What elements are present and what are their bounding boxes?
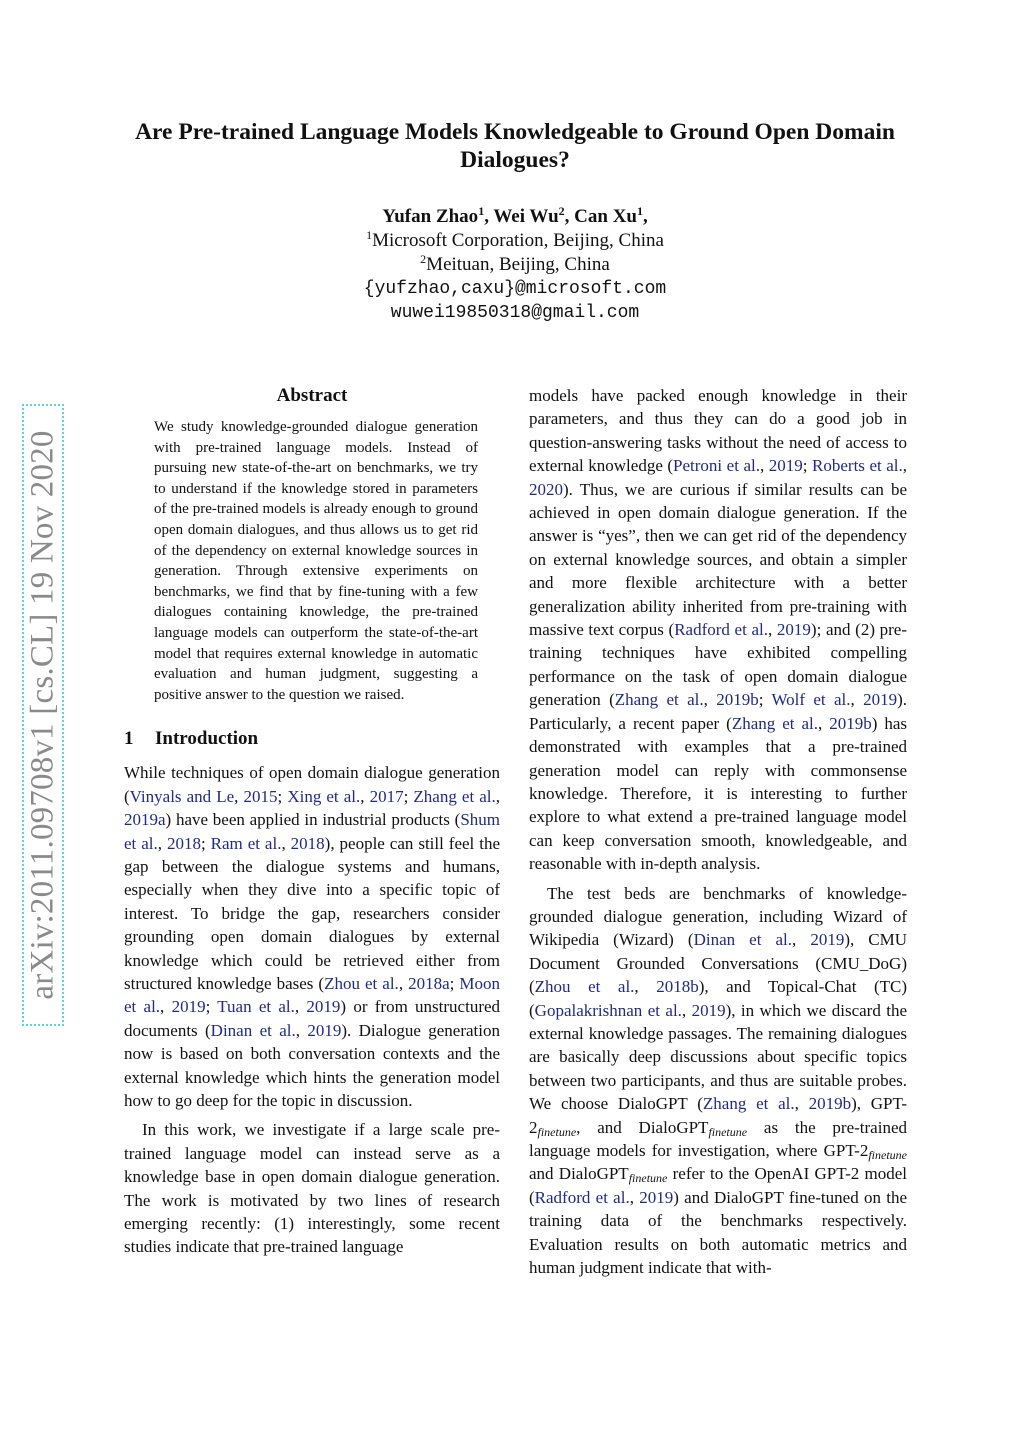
right-body-text: [529, 384, 907, 1279]
body-text-run: ), GPT-2: [529, 1094, 907, 1137]
abstract-heading: Abstract: [276, 385, 348, 406]
citation-link[interactable]: 2019: [171, 997, 206, 1017]
left-column: [124, 384, 500, 1259]
affiliation-line: [120, 229, 910, 253]
body-text-run: ,: [681, 1000, 692, 1020]
body-text-run: ,: [294, 997, 307, 1017]
citation-link[interactable]: 2019b: [716, 690, 759, 710]
body-text-run: models have packed enough knowledge in their parameters, and thus they can do a good job in question-answering tasks without the need of access to external knowledge (: [529, 386, 907, 476]
affiliation-mark: 1: [478, 204, 485, 218]
citation-link[interactable]: Dinan et al.: [693, 930, 792, 950]
body-text-run: ;: [403, 786, 414, 806]
citation-link[interactable]: Wolf et al.: [771, 690, 851, 710]
body-text-run: refer to the OpenAI GPT-2 model (: [529, 1164, 907, 1207]
body-text-run: ) have been applied in industrial products (: [165, 810, 461, 830]
body-text-run: ,: [281, 833, 291, 853]
paper-title: Are Pre-trained Language Models Knowledgeable to Ground Open Domain Dialogues?: [135, 119, 895, 173]
body-text-run: In this work, we investigate if a large scale pre-trained language model can instead serve as a knowledge base in open domain dialogue generation. The work is motivated by two lines of research emerging recently: (1) interestingly, some recent studies indicate that pre-trained language: [124, 1120, 500, 1257]
body-text-run: ,: [792, 930, 811, 950]
citation-link[interactable]: 2019: [863, 690, 898, 710]
citation-link[interactable]: 2019: [776, 620, 811, 640]
body-paragraph: [124, 761, 500, 1112]
body-text-run: ,: [794, 1094, 809, 1114]
citation-link[interactable]: 2019: [639, 1187, 674, 1207]
citation-link[interactable]: Shum et al.: [124, 810, 500, 853]
body-text-run: ;: [205, 997, 218, 1017]
citation-link[interactable]: Radford et al.: [674, 620, 769, 640]
citation-link[interactable]: Zhou et al.: [324, 973, 399, 993]
citation-link[interactable]: 2018: [290, 833, 325, 853]
author-name: Wei Wu: [493, 206, 559, 227]
body-text-run: ,: [634, 977, 657, 997]
email-line: wuwei19850318@gmail.com: [390, 303, 640, 323]
body-text-run: ,: [234, 786, 244, 806]
citation-link[interactable]: 2017: [369, 786, 404, 806]
body-text-run: ;: [802, 456, 813, 476]
body-text-run: ,: [850, 690, 864, 710]
citation-link[interactable]: 2018b: [656, 977, 699, 997]
body-text-run: While techniques of open domain dialogue generation (: [124, 763, 500, 806]
affiliation-mark: 2: [420, 252, 427, 266]
affiliation-line: [120, 253, 910, 277]
affiliation-mark: 1: [636, 204, 643, 218]
affiliation-mark: 2: [558, 204, 565, 218]
citation-link[interactable]: 2019b: [829, 713, 872, 733]
body-text-run: ), CMU Document Grounded Conversations (CMU_DoG) (: [529, 930, 908, 997]
body-text-run: ,: [495, 786, 501, 806]
citation-link[interactable]: Ram et al.: [210, 833, 282, 853]
body-paragraph: [529, 882, 907, 1280]
affiliation-text: Meituan, Beijing, China: [426, 254, 610, 275]
citation-link[interactable]: Radford et al.: [534, 1187, 630, 1207]
citation-link[interactable]: 2019b: [808, 1094, 852, 1114]
body-text-run: ), in which we discard the external knowledge passages. The remaining dialogues are basically deep discussions about specific topics between two participants, and thus are suitable probes. We choose DialoGPT (: [529, 1000, 907, 1114]
body-text-run: ,: [160, 997, 172, 1017]
citation-link[interactable]: Zhang et al.: [614, 690, 704, 710]
arxiv-identifier-stamp: [22, 404, 64, 1026]
author-block: [120, 205, 910, 325]
body-text-run: ;: [449, 973, 460, 993]
citation-link[interactable]: 2019: [691, 1000, 726, 1020]
citation-link[interactable]: 2015: [243, 786, 278, 806]
citation-link[interactable]: Moon et al.: [124, 973, 500, 1017]
body-text-run: The test beds are benchmarks of knowledge-grounded dialogue generation, including Wizard of Wikipedia (Wizard) (: [529, 883, 907, 950]
body-text-run: ,: [818, 713, 830, 733]
affiliation-text: Microsoft Corporation, Beijing, China: [372, 230, 664, 251]
citation-link[interactable]: Gopalakrishnan et al.: [534, 1000, 682, 1020]
subscript: finetune: [868, 1148, 907, 1162]
body-text-run: ). Dialogue generation now is based on both conversation contexts and the external knowledge which hints the generation model how to go deep for the topic in discussion.: [124, 1020, 500, 1110]
body-text-run: ,: [398, 973, 409, 993]
body-text-run: as the pre-trained language models for investigation, where GPT-2: [529, 1117, 907, 1160]
body-text-run: ); and (2) pre-training techniques have exhibited compelling performance on the task of open domain dialogue generation (: [529, 620, 907, 710]
body-text-run: ,: [360, 786, 370, 806]
body-text-run: ;: [277, 786, 288, 806]
subscript: finetune: [708, 1124, 748, 1139]
abstract-text: We study knowledge-grounded dialogue generation with pre-trained language models. Instead of pursuing new state-of-the-art on benchmarks, we try to understand if the knowledge stored in parameters of the pre-trained models is already enough to ground open domain dialogues, and thus allows us to get rid of the dependency on external knowledge sources in generation. Through extensive experiments on benchmarks, we find that by fine-tuning with a few dialogues containing knowledge, the pre-trained language models can outperform the state-of-the-art model that requires external knowledge in automatic evaluation and human judgment, suggesting a positive answer to the question we raised.: [154, 419, 478, 703]
body-paragraph: [529, 384, 907, 876]
citation-link[interactable]: Vinyals and Le: [129, 786, 235, 806]
citation-link[interactable]: 2018: [166, 833, 201, 853]
body-text-run: ) has demonstrated with examples that a pre-trained generation model can reply with commonsense knowledge. Therefore, it is interesting to further explore to what extend a pre-trained language model can keep conversation smooth, knowledgeable, and reasonable with in-depth analysis.: [529, 713, 908, 874]
subscript: finetune: [628, 1171, 668, 1186]
body-text-run: and DialoGPT: [529, 1164, 629, 1184]
citation-link[interactable]: Zhang et al.: [413, 786, 496, 806]
body-text-run: ). Particularly, a recent paper (: [529, 690, 908, 733]
body-text-run: ,: [295, 1020, 308, 1040]
author-names: Yufan Zhao$^1$, Wei Wu$^2$, Can Xu$^1$,: [382, 204, 648, 227]
citation-link[interactable]: 2019a: [124, 810, 166, 830]
body-text-run: ,: [629, 1187, 640, 1207]
section-title: Introduction: [155, 728, 259, 750]
citation-link[interactable]: Zhou et al.: [534, 977, 635, 997]
body-text-run: ;: [758, 690, 772, 710]
right-column: [529, 384, 907, 1279]
citation-link[interactable]: 2019: [306, 997, 341, 1017]
body-text-run: ) and DialoGPT fine-tuned on the training data of the benchmarks respectively. Evaluation results on both automatic metrics and human judgment indicate that with-: [529, 1187, 908, 1278]
body-text-run: ) or from unstructured documents (: [124, 997, 501, 1040]
section-heading: [124, 727, 500, 751]
citation-link[interactable]: Roberts et al.: [812, 456, 903, 476]
body-text-run: ,: [703, 690, 717, 710]
body-paragraph: [124, 1118, 500, 1258]
citation-link[interactable]: 2018a: [408, 973, 450, 993]
citation-link[interactable]: Tuan et al.: [217, 997, 295, 1017]
body-text-run: ). Thus, we are curious if similar results can be achieved in open domain dialogue generation. If the answer is “yes”, then we can get rid of the dependency on external knowledge sources, and obtain a simpler and more flexible architecture with a better generalization ability inherited from pre-training with massive text corpus (: [529, 479, 907, 640]
email-line: {yufzhao,caxu}@microsoft.com: [363, 279, 667, 299]
body-text-run: ,: [157, 833, 167, 853]
body-text-run: ), people can still feel the gap between the dialogue systems and humans, especially when they dive into a specific topic of interest. To bridge the gap, researchers consider grounding open domain dialogues by external knowledge which could be retrieved either from structured knowledge bases (: [124, 833, 500, 993]
citation-link[interactable]: Petroni et al.: [673, 456, 760, 476]
author-name: Yufan Zhao: [382, 206, 479, 227]
body-text-run: , and DialoGPT: [576, 1117, 709, 1137]
affiliation-mark: 1: [366, 228, 373, 242]
citation-link[interactable]: 2020: [529, 479, 563, 499]
citation-link[interactable]: 2019: [810, 930, 845, 950]
citation-link[interactable]: Zhang et al.: [731, 713, 818, 733]
author-name: Can Xu: [574, 206, 637, 227]
citation-link[interactable]: Dinan et al.: [210, 1020, 296, 1040]
arxiv-id: arXiv:2011.09708v1 [cs.CL] 19 Nov 2020: [24, 430, 61, 1000]
body-text-run: ), and Topical-Chat (TC) (: [529, 977, 908, 1020]
body-text-run: ,: [760, 456, 769, 476]
left-body-text: [124, 761, 500, 1259]
citation-link[interactable]: 2019: [307, 1020, 342, 1040]
body-text-run: ,: [902, 456, 907, 476]
section-number: 1: [124, 728, 134, 750]
body-text-run: ;: [200, 833, 211, 853]
citation-link[interactable]: 2019: [768, 456, 803, 476]
citation-link[interactable]: Zhang et al.: [702, 1094, 795, 1114]
citation-link[interactable]: Xing et al.: [287, 786, 361, 806]
subscript: finetune: [537, 1124, 577, 1139]
body-text-run: ,: [768, 620, 777, 640]
